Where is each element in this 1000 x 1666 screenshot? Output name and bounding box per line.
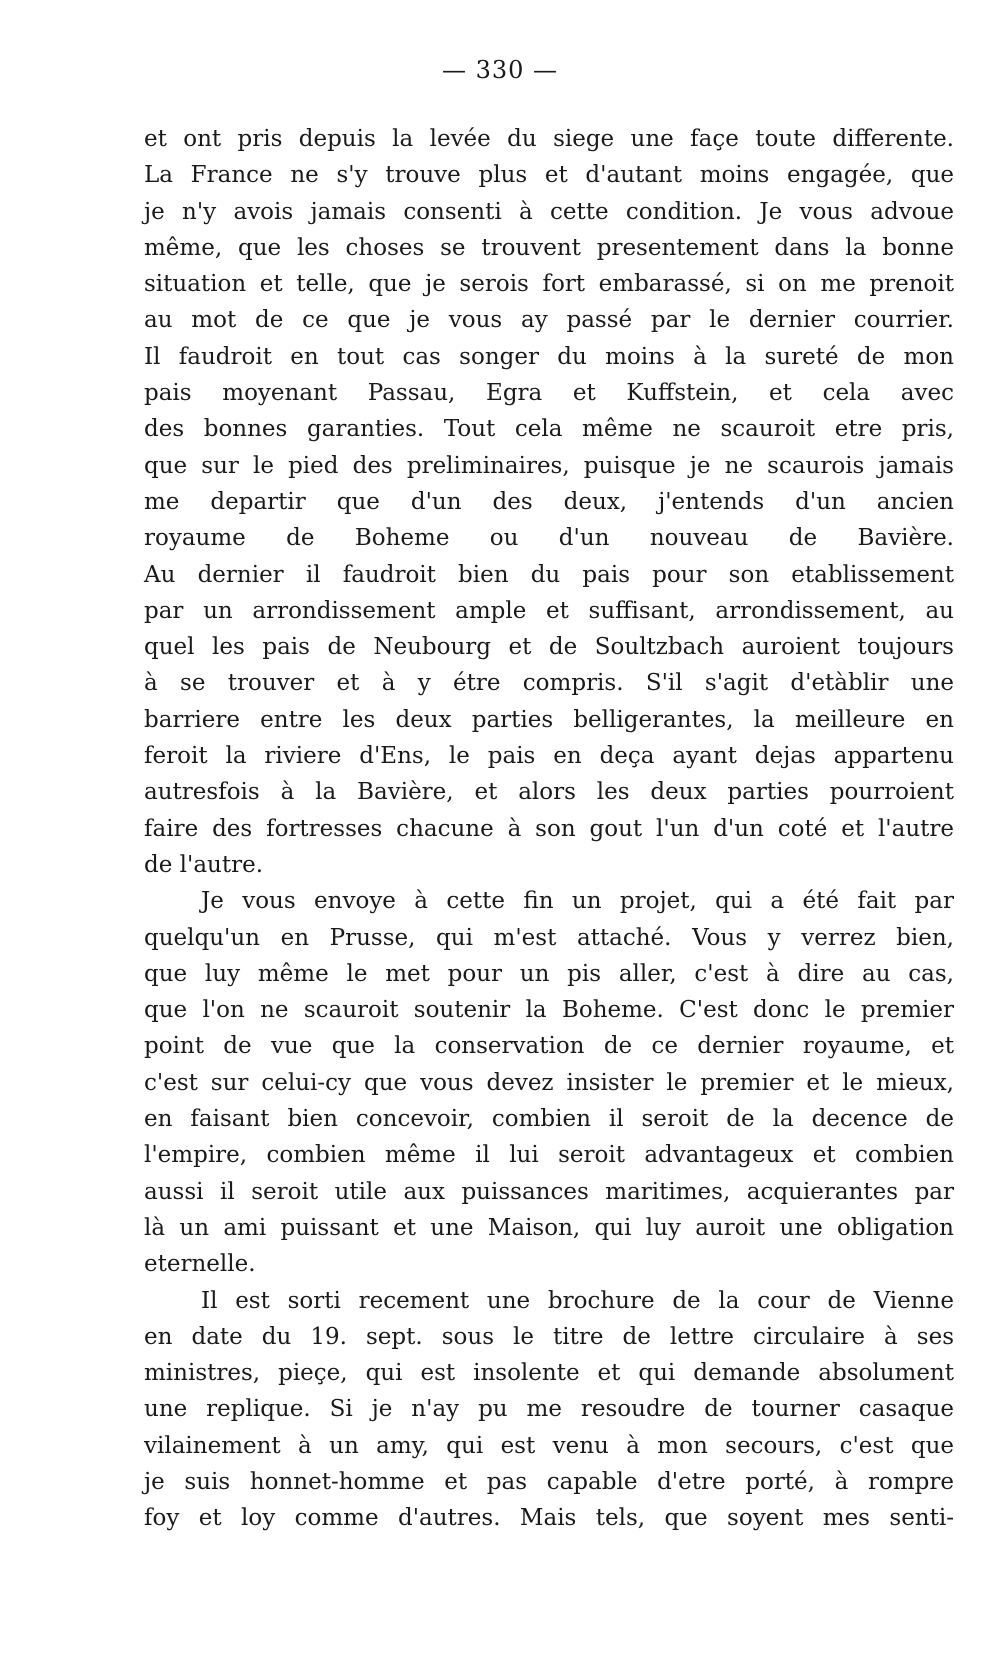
text-line: par un arrondissement ample et suffisant, arrondissement, au — [144, 597, 954, 624]
text-line: royaume de Boheme ou d'un nouveau de Bavière. — [144, 525, 954, 552]
text-line: foy et loy comme d'autres. Mais tels, que soyent mes senti- — [144, 1505, 954, 1532]
text-line: je n'y avois jamais consenti à cette condition. Je vous advoue — [144, 198, 954, 225]
text-line: aussi il seroit utile aux puissances maritimes, acquierantes par — [144, 1178, 954, 1205]
text-line: que sur le pied des preliminaires, puisque je ne scaurois jamais — [144, 452, 954, 479]
text-line: vilainement à un amy, qui est venu à mon secours, c'est que — [144, 1432, 954, 1459]
text-line: quel les pais de Neubourg et de Soultzbach auroient toujours — [144, 634, 954, 661]
text-line: barriere entre les deux parties belligerantes, la meilleure en — [144, 706, 954, 733]
text-line: en faisant bien concevoir, combien il seroit de la decence de — [144, 1106, 954, 1133]
text-line: que luy même le met pour un pis aller, c'est à dire au cas, — [144, 960, 954, 987]
text-line: au mot de ce que je vous ay passé par le dernier courrier. — [144, 307, 954, 334]
text-line: l'empire, combien même il lui seroit advantageux et combien — [144, 1142, 954, 1169]
text-line: là un ami puissant et une Maison, qui luy auroit une obligation — [144, 1214, 954, 1241]
text-line: situation et telle, que je serois fort embarassé, si on me prenoit — [144, 271, 954, 298]
text-line: des bonnes garanties. Tout cela même ne scauroit etre pris, — [144, 416, 954, 443]
text-line: Il faudroit en tout cas songer du moins à la sureté de mon — [144, 343, 954, 370]
text-line: point de vue que la conservation de ce dernier royaume, et — [144, 1033, 954, 1060]
paragraph-start-line: Je vous envoye à cette fin un projet, qui a été fait par — [201, 888, 954, 915]
text-line: me departir que d'un des deux, j'entends d'un ancien — [144, 488, 954, 515]
text-line: à se trouver et à y étre compris. S'il s'agit d'etàblir une — [144, 670, 954, 697]
text-line: pais moyenant Passau, Egra et Kuffstein, et cela avec — [144, 380, 954, 407]
text-line: ministres, pieçe, qui est insolente et qui demande absolument — [144, 1360, 954, 1387]
text-line: même, que les choses se trouvent presentement dans la bonne — [144, 234, 954, 261]
paragraph-end-line: eternelle. — [144, 1251, 256, 1278]
text-line: en date du 19. sept. sous le titre de lettre circulaire à ses — [144, 1323, 954, 1350]
text-line: faire des fortresses chacune à son gout l'un d'un coté et l'autre — [144, 815, 954, 842]
text-line: et ont pris depuis la levée du siege une façe toute differente. — [144, 126, 954, 152]
text-line: Au dernier il faudroit bien du pais pour son etablissement — [144, 561, 954, 588]
paragraph-end-line: de l'autre. — [144, 851, 264, 878]
page-number: — 330 — — [441, 56, 559, 84]
text-line: que l'on ne scauroit soutenir la Boheme. C'est donc le premier — [144, 997, 954, 1024]
body-text — [144, 121, 954, 1537]
text-line: autresfois à la Bavière, et alors les deux parties pourroient — [144, 779, 954, 806]
text-line: feroit la riviere d'Ens, le pais en deça ayant dejas appartenu — [144, 743, 954, 770]
text-line: c'est sur celui-cy que vous devez insister le premier et le mieux, — [144, 1069, 954, 1096]
paragraph-start-line: Il est sorti recement une brochure de la cour de Vienne — [201, 1287, 954, 1314]
text-line: une replique. Si je n'ay pu me resoudre de tourner casaque — [144, 1396, 954, 1423]
text-line: La France ne s'y trouve plus et d'autant moins engagée, que — [144, 162, 954, 189]
text-line: quelqu'un en Prusse, qui m'est attaché. Vous y verrez bien, — [144, 924, 954, 951]
text-line: je suis honnet-homme et pas capable d'etre porté, à rompre — [144, 1468, 954, 1495]
